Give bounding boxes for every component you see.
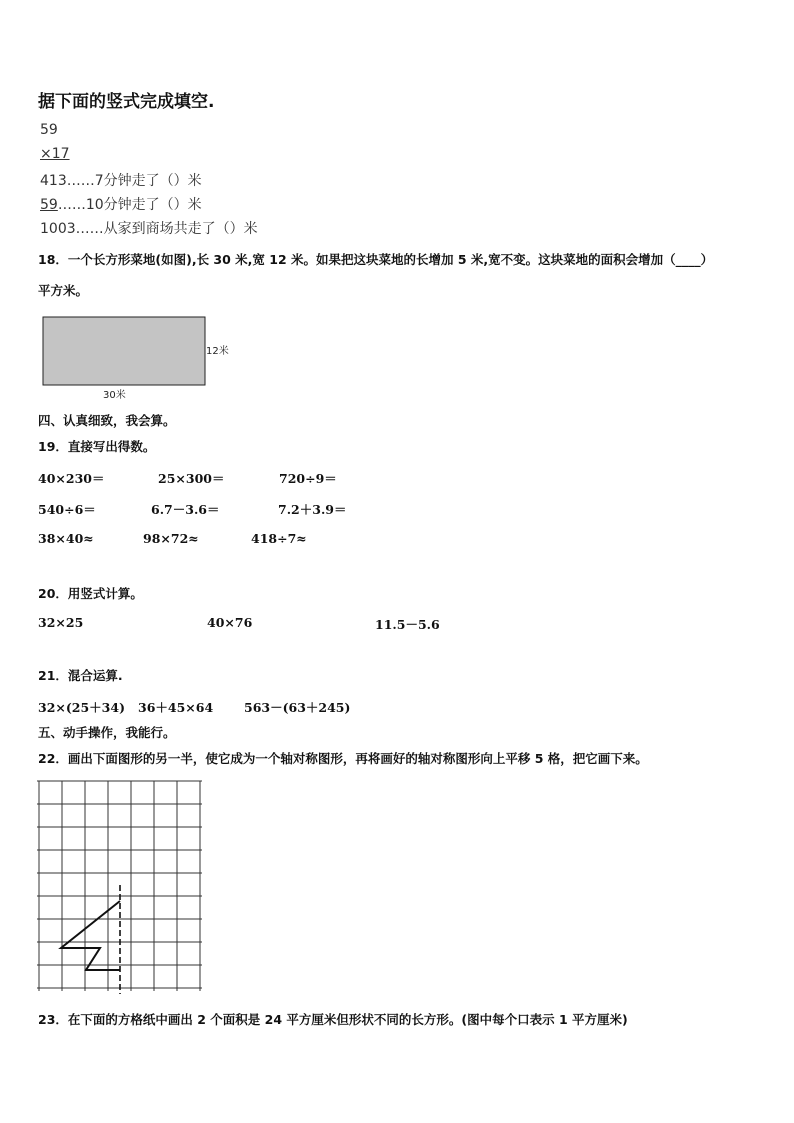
- vertical-calc-line-2: ×17: [40, 146, 70, 162]
- calc-21-1: 32×(25＋34): [38, 700, 125, 715]
- partial-product-59: 59: [40, 197, 58, 213]
- calc-19-3: 720÷9＝: [279, 471, 337, 486]
- vegetable-field-rectangle: [40, 314, 240, 400]
- calc-19-2: 25×300＝: [158, 471, 225, 486]
- total-product-1003: 1003: [40, 221, 76, 237]
- calc-19-8: 98×72≈: [143, 531, 199, 546]
- question-17-title: 据下面的竖式完成填空.: [38, 92, 215, 112]
- calc-20-1: 32×25: [38, 615, 84, 630]
- vertical-calc-line-5: [40, 218, 258, 238]
- question-21-title: 21．混合运算.: [38, 668, 123, 683]
- answer-blank: ____: [675, 252, 701, 267]
- calc-21-2: 36＋45×64: [138, 700, 214, 715]
- question-20-title: 20．用竖式计算。: [38, 586, 143, 601]
- section-4-heading: 四、认真细致，我会算。: [38, 413, 176, 428]
- question-22-title: 22．画出下面图形的另一半，使它成为一个轴对称图形，再将画好的轴对称图形向上平移 5 格，把它画下来。: [38, 751, 648, 766]
- fill-blank-10min: ……10分钟走了（）米: [57, 197, 202, 213]
- partial-product-413: 413: [40, 173, 67, 189]
- question-19-title: 19．直接写出得数。: [38, 439, 156, 454]
- grid-figure: [36, 778, 210, 998]
- calc-19-4: 540÷6＝: [38, 502, 96, 517]
- vertical-calc-line-1: 59: [40, 122, 58, 138]
- calc-20-3: 11.5－5.6: [375, 617, 440, 632]
- calc-19-7: 38×40≈: [38, 531, 94, 546]
- question-18-line-1: 18．一个长方形菜地(如图),长 30 米,宽 12 米。如果把这块菜地的长增加 5 米,宽不变。这块菜地的面积会增加（: [38, 252, 676, 267]
- calc-19-9: 418÷7≈: [251, 531, 307, 546]
- question-18-text: [38, 250, 713, 268]
- section-5-heading: 五、动手操作，我能行。: [38, 725, 176, 740]
- vertical-calc-line-3: [40, 170, 202, 190]
- question-18-close-paren: ）: [700, 252, 714, 267]
- vertical-calc-line-4: [40, 194, 202, 214]
- field-rect: [43, 317, 205, 385]
- calc-19-5: 6.7－3.6＝: [151, 502, 220, 517]
- fill-blank-total: ……从家到商场共走了（）米: [75, 221, 258, 237]
- half-figure: [61, 901, 120, 970]
- calc-20-2: 40×76: [207, 615, 253, 630]
- question-18-line-2: 平方米。: [38, 283, 89, 298]
- length-label: 30米: [103, 390, 126, 401]
- calc-19-6: 7.2＋3.9＝: [278, 502, 347, 517]
- width-label: 12米: [206, 346, 229, 357]
- fill-blank-7min: ……7分钟走了（）米: [66, 173, 202, 189]
- calc-19-1: 40×230＝: [38, 471, 105, 486]
- question-23-title: 23．在下面的方格纸中画出 2 个面积是 24 平方厘米但形状不同的长方形。(图中每个口表示 1 平方厘米): [38, 1012, 628, 1027]
- calc-21-3: 563－(63＋245): [244, 700, 351, 715]
